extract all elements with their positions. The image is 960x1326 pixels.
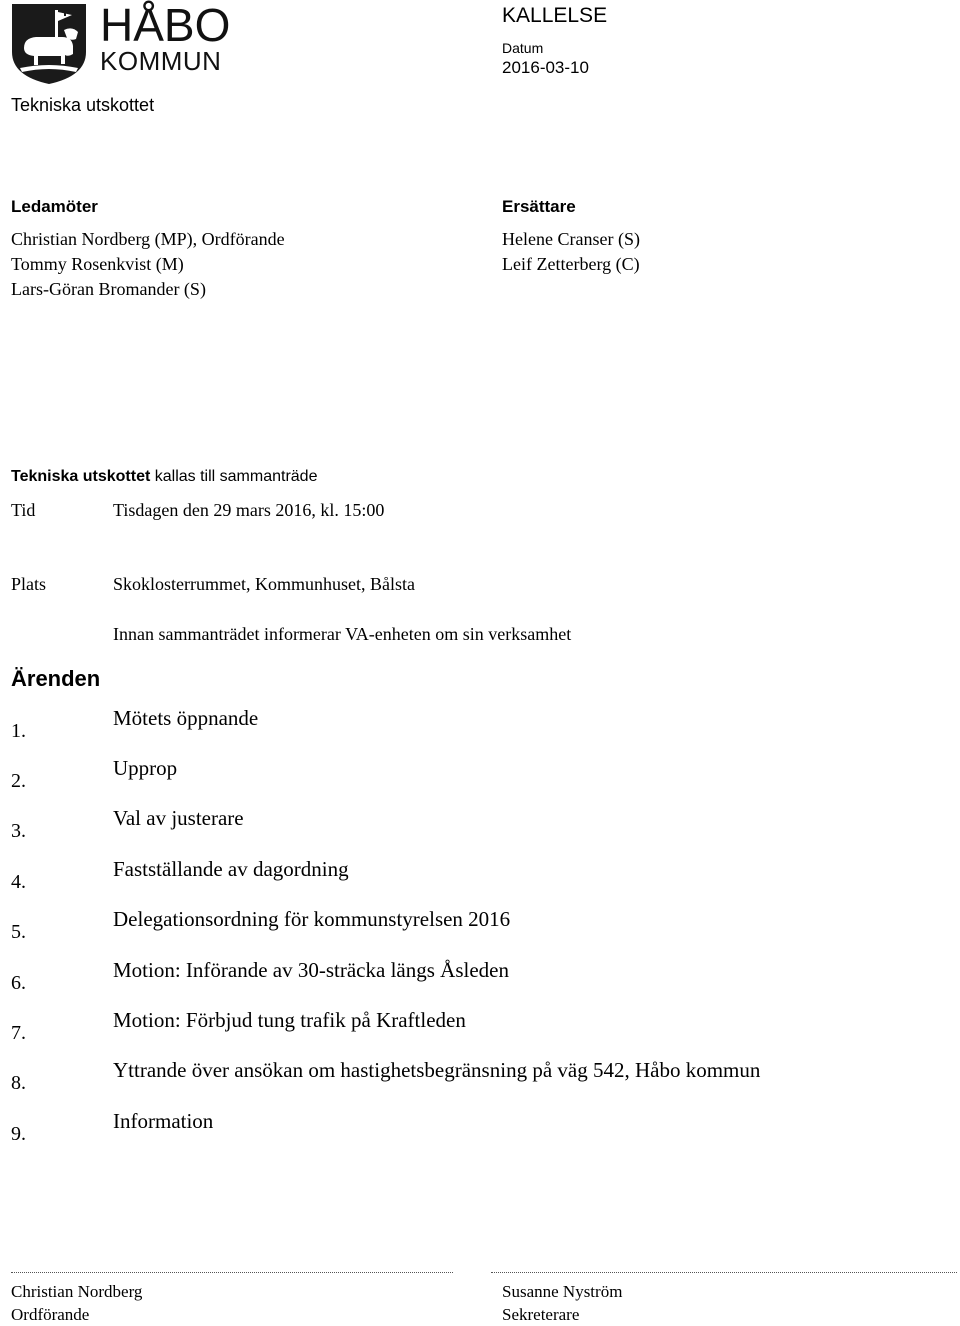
signature-role: Sekreterare (502, 1305, 580, 1324)
place-label: Plats (11, 574, 47, 594)
signature-secretary (502, 1280, 622, 1326)
agenda-number: 6. (11, 972, 26, 994)
logo-wordmark (100, 2, 230, 74)
agenda-heading: Ärenden (11, 666, 101, 691)
agenda-item: Information (113, 1109, 214, 1133)
substitute-name: Leif Zetterberg (C) (502, 254, 640, 274)
agenda-number: 8. (11, 1072, 26, 1094)
agenda-item: Mötets öppnande (113, 706, 259, 730)
committee-name: Tekniska utskottet (11, 95, 155, 115)
members-list (11, 227, 285, 302)
date-label: Datum (502, 40, 544, 56)
agenda-item: Motion: Förbjud tung trafik på Kraftleden (113, 1008, 466, 1032)
signature-role: Ordförande (11, 1305, 90, 1324)
substitute-name: Helene Cranser (S) (502, 229, 640, 249)
agenda-item: Fastställande av dagordning (113, 857, 349, 881)
substitutes-heading: Ersättare (502, 197, 576, 216)
agenda-number: 5. (11, 921, 26, 943)
member-name: Lars-Göran Bromander (S) (11, 279, 206, 299)
agenda-number: 7. (11, 1022, 26, 1044)
agenda-number: 1. (11, 720, 26, 742)
members-heading: Ledamöter (11, 197, 98, 216)
agenda-item: Val av justerare (113, 806, 244, 830)
document-type: KALLELSE (502, 4, 608, 27)
time-label: Tid (11, 500, 36, 520)
logo-subtitle: KOMMUN (100, 46, 222, 76)
member-name: Tommy Rosenkvist (M) (11, 254, 184, 274)
logo-name: HÅBO (100, 0, 231, 51)
member-name: Christian Nordberg (MP), Ordförande (11, 229, 285, 249)
time-value: Tisdagen den 29 mars 2016, kl. 15:00 (113, 500, 385, 520)
summons-text: kallas till sammanträde (154, 468, 318, 485)
signature-line (11, 1272, 453, 1273)
meeting-note: Innan sammanträdet informerar VA-enheten om sin verksamhet (113, 624, 572, 644)
signature-chair (11, 1280, 142, 1326)
agenda-item: Yttrande över ansökan om hastighetsbegränsning på väg 542, Håbo kommun (113, 1058, 761, 1082)
agenda-number: 3. (11, 820, 26, 842)
agenda-number: 9. (11, 1123, 26, 1145)
place-value: Skoklosterrummet, Kommunhuset, Bålsta (113, 574, 415, 594)
summons-line (11, 468, 317, 486)
signature-line (491, 1272, 957, 1273)
agenda-item: Upprop (113, 756, 178, 780)
signature-name: Christian Nordberg (11, 1282, 143, 1301)
summons-committee: Tekniska utskottet (11, 468, 151, 485)
date-value: 2016-03-10 (502, 58, 589, 77)
substitutes-list (502, 227, 640, 277)
agenda-number: 4. (11, 871, 26, 893)
signature-name: Susanne Nyström (502, 1282, 623, 1301)
agenda-item: Delegationsordning för kommunstyrelsen 2016 (113, 907, 511, 931)
agenda-item: Motion: Införande av 30-sträcka längs Åsleden (113, 958, 509, 982)
agenda-number: 2. (11, 770, 26, 792)
shield-icon (12, 4, 86, 84)
